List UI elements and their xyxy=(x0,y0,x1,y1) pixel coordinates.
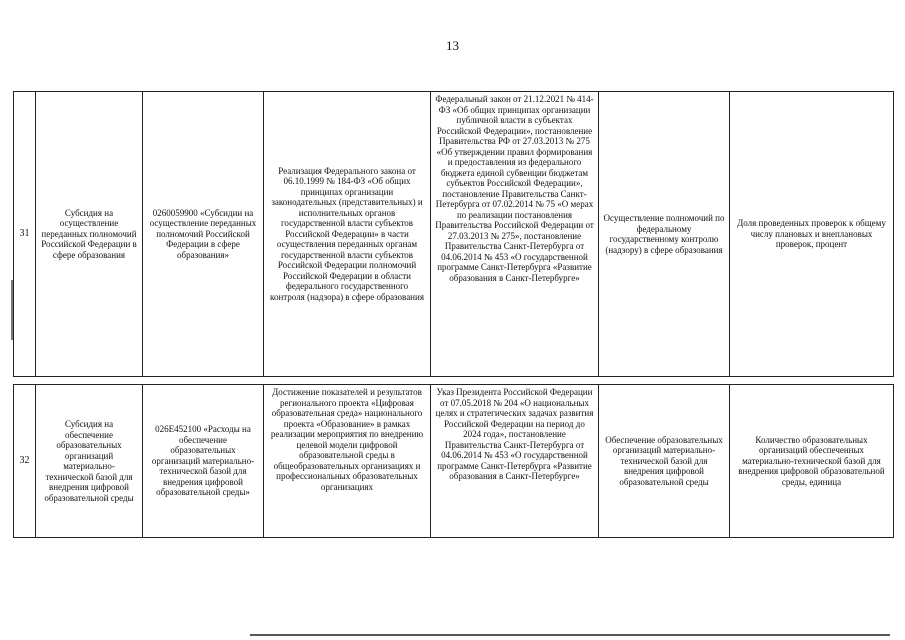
indicator-cell: Количество образовательных организаций обеспеченных материально-технической базой для внедрения цифровой образовательной среды, единица xyxy=(730,385,894,538)
row-spacer xyxy=(14,377,894,385)
table-row xyxy=(14,385,894,538)
activity-cell: Обеспечение образовательных организаций материально-технической базой для внедрения цифровой образовательной среды xyxy=(599,385,730,538)
purpose-cell: Реализация Федерального закона от 06.10.1999 № 184-ФЗ «Об общих принципах организации законодательных (представительных) и исполнительных органов государственной власти субъектов Российской Федерации» в части осуществления переданных органам государственной власти субъектов Российской Федерации полномочий Российской Федерации в области федерального государственного контроля (надзора) в сфере образования xyxy=(264,92,431,377)
activity-cell: Осуществление полномочий по федеральному государственному контролю (надзору) в сфере образования xyxy=(599,92,730,377)
budget-code-cell: 0260059900 «Субсидии на осуществление переданных полномочий Российской Федерации в сфере образования» xyxy=(143,92,264,377)
page-number: 13 xyxy=(446,38,459,53)
legal-basis-cell: Указ Президента Российской Федерации от 07.05.2018 № 204 «О национальных целях и стратегических задачах развития Российской Федерации на период до 2024 года», постановление Правительства Санкт-Петербурга от 04.06.2014 № 453 «О государственной программе Санкт-Петербурга «Развитие образования в Санкт-Петербурге» xyxy=(431,385,599,538)
legal-basis-cell: Федеральный закон от 21.12.2021 № 414-ФЗ «Об общих принципах организации публичной власти в субъектах Российской Федерации», постановление Правительства РФ от 27.03.2013 № 275 «Об утверждении правил формирования и предоставления из федерального бюджета единой субвенции бюджетам субъектов Российской Федерации», постановление Правительства Санкт-Петербурга от 07.02.2014 № 75 «О мерах по реализации постановления Правительства Российской Федерации от 27.03.2013 № 275», постановление Правительства Санкт-Петербурга от 04.06.2014 № 453 «О государственной программе Санкт-Петербурга «Развитие образования в Санкт-Петербурге» xyxy=(431,92,599,377)
purpose-cell: Достижение показателей и результатов регионального проекта «Цифровая образовательная среда» национального проекта «Образование» в рамках реализации мероприятия по внедрению целевой модели цифровой образовательной среды в общеобразовательных организациях и профессиональных образовательных организациях xyxy=(264,385,431,538)
row-number: 32 xyxy=(14,385,36,538)
subsidy-name-cell: Субсидия на осуществление переданных полномочий Российской Федерации в сфере образования xyxy=(36,92,143,377)
subsidy-name-cell: Субсидия на обеспечение образовательных организаций материально-технической базой для внедрения цифровой образовательной среды xyxy=(36,385,143,538)
scan-artifact xyxy=(11,280,13,340)
document-table xyxy=(13,91,894,538)
budget-code-cell: 026Е452100 «Расходы на обеспечение образовательных организаций материально-технической базой для внедрения цифровой образовательной среды» xyxy=(143,385,264,538)
row-number: 31 xyxy=(14,92,36,377)
scan-edge-line xyxy=(250,634,890,636)
indicator-cell: Доля проведенных проверок к общему числу плановых и внеплановых проверок, процент xyxy=(730,92,894,377)
table-row xyxy=(14,92,894,377)
